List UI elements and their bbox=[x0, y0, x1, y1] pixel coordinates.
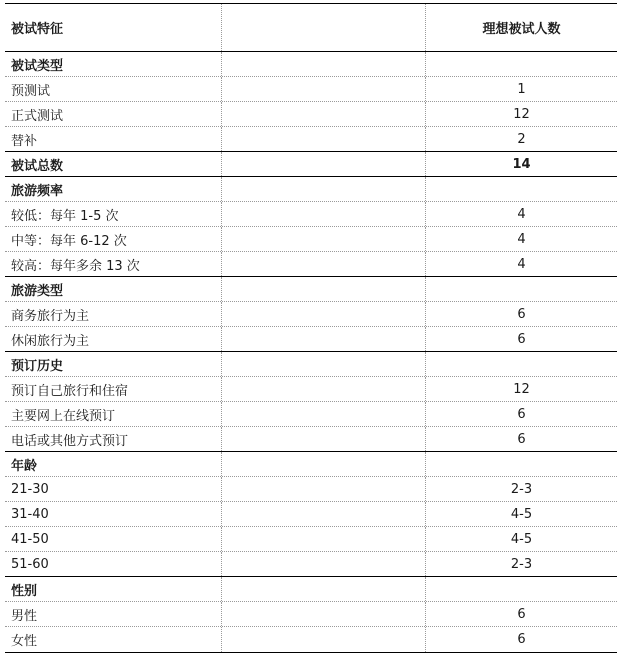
empty-cell bbox=[221, 302, 425, 326]
row-label: 预订自己旅行和住宿 bbox=[11, 383, 129, 399]
table-row bbox=[5, 477, 617, 502]
row-value: 6 bbox=[425, 427, 617, 451]
row-label: 年龄 bbox=[11, 458, 38, 474]
row-label: 主要网上在线预订 bbox=[11, 408, 116, 424]
row-value bbox=[425, 277, 617, 301]
row-value: 12 bbox=[425, 377, 617, 401]
row-value bbox=[425, 352, 617, 376]
empty-cell bbox=[221, 427, 425, 451]
empty-cell bbox=[221, 452, 425, 476]
empty-cell bbox=[221, 252, 425, 276]
empty-cell bbox=[221, 577, 425, 601]
row-label: 预测试 bbox=[11, 83, 51, 99]
table-row bbox=[5, 102, 617, 127]
row-value: 12 bbox=[425, 102, 617, 126]
row-label: 51-60 bbox=[11, 556, 49, 572]
row-label: 旅游类型 bbox=[11, 283, 64, 299]
row-value: 14 bbox=[425, 152, 617, 176]
empty-cell bbox=[221, 552, 425, 576]
empty-cell bbox=[221, 502, 425, 526]
row-value: 2 bbox=[425, 127, 617, 151]
table-row bbox=[5, 202, 617, 227]
row-value bbox=[425, 52, 617, 76]
empty-cell bbox=[221, 277, 425, 301]
empty-cell bbox=[221, 477, 425, 501]
empty-cell bbox=[221, 402, 425, 426]
row-label: 21-30 bbox=[11, 481, 49, 497]
empty-cell bbox=[221, 127, 425, 151]
table-row bbox=[5, 327, 617, 352]
table-row bbox=[5, 527, 617, 552]
row-label: 旅游频率 bbox=[11, 183, 64, 199]
row-value: 6 bbox=[425, 627, 617, 652]
row-label: 预订历史 bbox=[11, 358, 64, 374]
table-row bbox=[5, 402, 617, 427]
table-row bbox=[5, 127, 617, 152]
row-label: 被试类型 bbox=[11, 58, 64, 74]
header-empty-cell bbox=[221, 4, 425, 51]
table-section-row bbox=[5, 577, 617, 602]
empty-cell bbox=[221, 527, 425, 551]
row-value: 2-3 bbox=[425, 477, 617, 501]
table-row bbox=[5, 427, 617, 452]
header-participant-characteristic: 被试特征 bbox=[11, 22, 64, 37]
row-value bbox=[425, 452, 617, 476]
row-value: 4-5 bbox=[425, 527, 617, 551]
table-body bbox=[5, 52, 617, 652]
table-section-row bbox=[5, 177, 617, 202]
empty-cell bbox=[221, 627, 425, 652]
header-ideal-participant-count: 理想被试人数 bbox=[425, 4, 617, 51]
row-label: 中等：每年 6-12 次 bbox=[11, 233, 127, 249]
row-label: 被试总数 bbox=[11, 158, 64, 174]
empty-cell bbox=[221, 227, 425, 251]
table-row bbox=[5, 602, 617, 627]
table-section-row bbox=[5, 52, 617, 77]
row-label: 41-50 bbox=[11, 531, 49, 547]
row-value: 4 bbox=[425, 202, 617, 226]
table-row bbox=[5, 377, 617, 402]
row-label: 电话或其他方式预订 bbox=[11, 433, 129, 449]
empty-cell bbox=[221, 177, 425, 201]
table-row bbox=[5, 627, 617, 652]
row-value: 4-5 bbox=[425, 502, 617, 526]
row-value: 6 bbox=[425, 327, 617, 351]
table-section-row bbox=[5, 277, 617, 302]
empty-cell bbox=[221, 152, 425, 176]
table-row bbox=[5, 302, 617, 327]
table-section-row bbox=[5, 152, 617, 177]
row-value bbox=[425, 577, 617, 601]
row-value: 6 bbox=[425, 602, 617, 626]
empty-cell bbox=[221, 52, 425, 76]
row-value: 6 bbox=[425, 302, 617, 326]
empty-cell bbox=[221, 377, 425, 401]
empty-cell bbox=[221, 352, 425, 376]
row-value: 6 bbox=[425, 402, 617, 426]
row-value: 4 bbox=[425, 227, 617, 251]
table-row bbox=[5, 77, 617, 102]
row-value bbox=[425, 177, 617, 201]
empty-cell bbox=[221, 102, 425, 126]
row-label: 31-40 bbox=[11, 506, 49, 522]
row-label: 替补 bbox=[11, 133, 38, 149]
row-label: 商务旅行为主 bbox=[11, 308, 90, 324]
table-section-row bbox=[5, 352, 617, 377]
row-label: 性别 bbox=[11, 583, 38, 599]
row-label: 较高：每年多余 13 次 bbox=[11, 258, 140, 274]
row-label: 男性 bbox=[11, 608, 38, 624]
row-value: 4 bbox=[425, 252, 617, 276]
row-label: 女性 bbox=[11, 634, 38, 649]
table-row bbox=[5, 227, 617, 252]
empty-cell bbox=[221, 602, 425, 626]
table-row bbox=[5, 252, 617, 277]
participant-table bbox=[5, 3, 617, 653]
row-label: 休闲旅行为主 bbox=[11, 333, 90, 349]
row-label: 正式测试 bbox=[11, 108, 64, 124]
empty-cell bbox=[221, 77, 425, 101]
table-section-row bbox=[5, 452, 617, 477]
empty-cell bbox=[221, 202, 425, 226]
empty-cell bbox=[221, 327, 425, 351]
row-value: 1 bbox=[425, 77, 617, 101]
table-row bbox=[5, 502, 617, 527]
row-value: 2-3 bbox=[425, 552, 617, 576]
table-header-row bbox=[5, 4, 617, 52]
row-label: 较低：每年 1-5 次 bbox=[11, 208, 119, 224]
table-row bbox=[5, 552, 617, 577]
